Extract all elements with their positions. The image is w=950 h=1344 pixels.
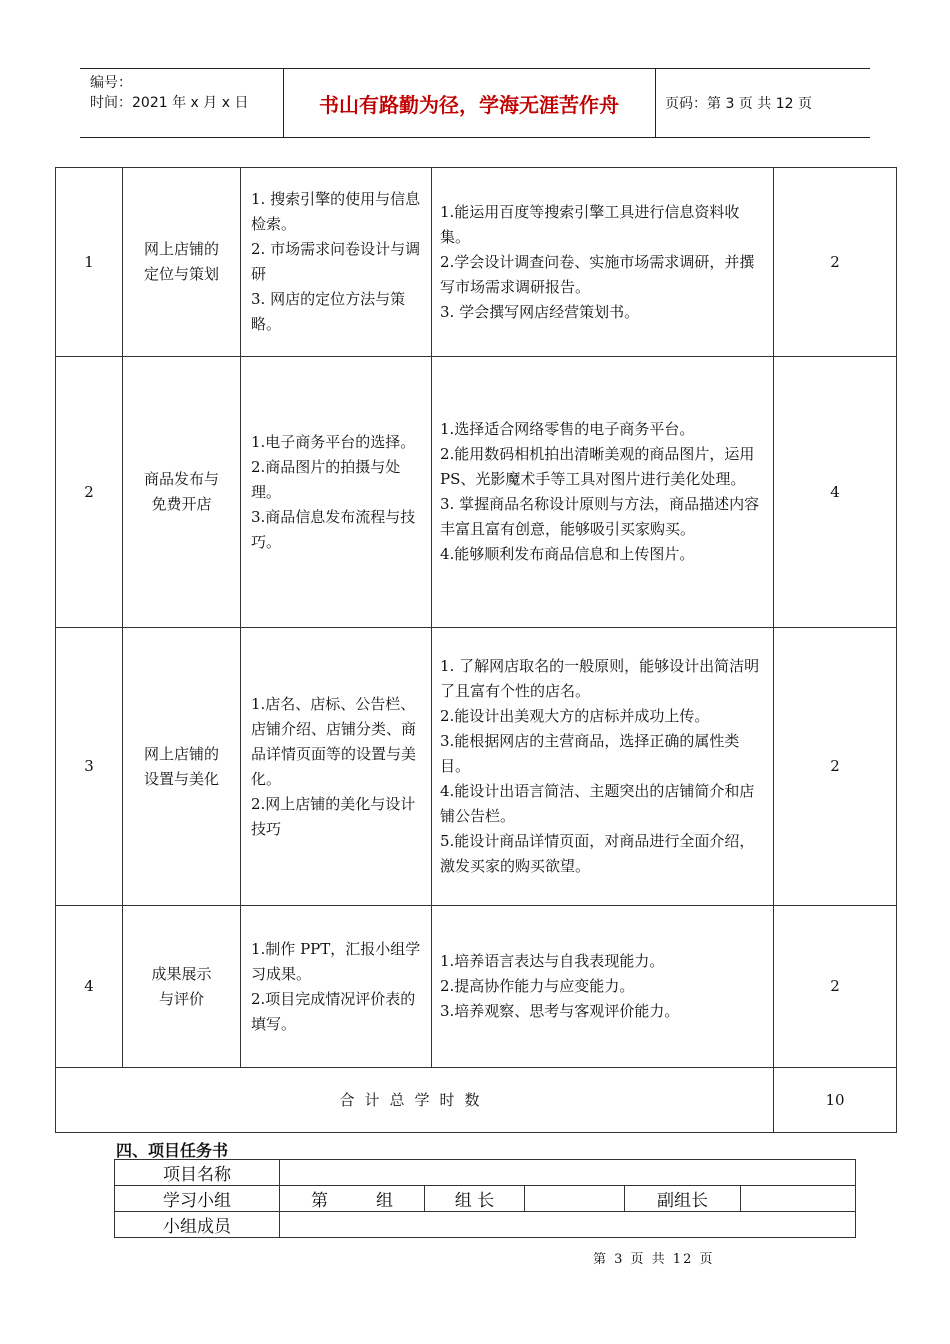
header-page-number: 页码：第 3 页 共 12 页 [665, 96, 812, 112]
task-row-project [115, 1160, 856, 1186]
learning-results-line: 2.提高协作能力与应变能力。 [440, 977, 635, 995]
module-hours: 2 [774, 906, 897, 1068]
module-content-line: 2. 市场需求问卷设计与调研 [251, 240, 421, 283]
leader-field[interactable] [525, 1186, 625, 1212]
project-module-name-line: 设置与美化 [143, 769, 219, 788]
project-module-name-line: 免费开店 [151, 495, 212, 513]
course-table [55, 167, 897, 1133]
learning-results-line: 3. 掌握商品名称设计原则与方法，商品描述内容丰富且富有创意，能够吸引买家购买。 [440, 495, 760, 538]
learning-results-line: 2.能设计出美观大方的店标并成功上传。 [440, 707, 710, 725]
group-no-prefix: 第 [311, 1191, 328, 1211]
course-row [56, 628, 897, 906]
header-meta [90, 73, 248, 113]
header-motto: 书山有路勤为径，学海无涯苦作舟 [319, 92, 619, 117]
leader-label: 组 长 [425, 1186, 525, 1212]
module-content-line: 2.项目完成情况评价表的填写。 [251, 989, 416, 1033]
project-module-name-line: 成果展示 [151, 964, 212, 983]
time-label: 时间：2021 年 x 月 x 日 [90, 95, 249, 111]
learning-results-line: 3.能根据网店的主营商品，选择正确的属性类目。 [440, 732, 740, 775]
code-label: 编号： [90, 75, 132, 91]
module-content [241, 906, 432, 1068]
learning-results [432, 357, 774, 628]
project-module-name [123, 357, 241, 628]
project-name-label: 项目名称 [115, 1160, 280, 1186]
module-hours: 2 [774, 168, 897, 357]
module-content-line: 2.网上店铺的美化与设计技巧 [251, 794, 416, 838]
project-name-field[interactable] [280, 1160, 856, 1186]
learning-results-line: 2.学会设计调查问卷、实施市场需求调研，并撰写市场需求调研报告。 [440, 252, 755, 296]
module-content-line: 1.电子商务平台的选择。 [251, 432, 416, 451]
group-number-cell[interactable] [280, 1186, 425, 1212]
learning-results-line: 1.选择适合网络零售的电子商务平台。 [440, 420, 695, 438]
project-module-name [123, 628, 241, 906]
course-row [56, 357, 897, 628]
project-module-name [123, 906, 241, 1068]
course-row [56, 906, 897, 1068]
row-number: 1 [56, 168, 123, 357]
total-row [56, 1068, 897, 1133]
learning-results-line: 3.培养观察、思考与客观评价能力。 [440, 1002, 680, 1020]
members-label: 小组成员 [115, 1212, 280, 1238]
row-number: 2 [56, 357, 123, 628]
module-content-line: 1.制作 PPT，汇报小组学习成果。 [251, 939, 421, 983]
total-label: 合计总学时数 [56, 1068, 774, 1133]
learning-results-line: 4.能够顺利发布商品信息和上传图片。 [440, 545, 695, 563]
module-content-line: 1.店名、店标、公告栏、店铺介绍、店铺分类、商品详情页面等的设置与美化。 [251, 694, 417, 788]
module-content [241, 357, 432, 628]
project-module-name-line: 与评价 [158, 989, 204, 1008]
module-content-line: 3.商品信息发布流程与技巧。 [251, 507, 416, 551]
learning-results [432, 906, 774, 1068]
learning-results [432, 168, 774, 357]
project-module-name-line: 网上店铺的 [143, 744, 219, 763]
module-hours: 4 [774, 357, 897, 628]
task-row-members [115, 1212, 856, 1238]
learning-results-line: 1. 了解网店取名的一般原则，能够设计出简洁明了且富有个性的店名。 [440, 657, 760, 700]
project-module-name-line: 网上店铺的 [143, 240, 219, 258]
learning-results-line: 5.能设计商品详情页面，对商品进行全面介绍，激发买家的购买欲望。 [440, 832, 755, 875]
learning-results-line: 3. 学会撰写网店经营策划书。 [440, 302, 640, 321]
course-row [56, 168, 897, 357]
learning-results-line: 1.能运用百度等搜索引擎工具进行信息资料收集。 [440, 202, 740, 246]
module-content-line: 2.商品图片的拍摄与处理。 [251, 457, 401, 501]
header-divider [655, 69, 656, 137]
learning-results [432, 628, 774, 906]
page-footer: 第 3 页 共 12 页 [593, 1252, 715, 1267]
learning-results-line: 1.培养语言表达与自我表现能力。 [440, 952, 665, 970]
module-content-line: 1. 搜索引擎的使用与信息检索。 [251, 190, 421, 233]
row-number: 3 [56, 628, 123, 906]
module-content-line: 3. 网店的定位方法与策略。 [251, 290, 406, 333]
task-row-group [115, 1186, 856, 1212]
learning-results-line: 4.能设计出语言简洁、主题突出的店铺简介和店铺公告栏。 [440, 782, 755, 825]
module-content [241, 168, 432, 357]
page-header [80, 68, 870, 138]
module-hours: 2 [774, 628, 897, 906]
row-number: 4 [56, 906, 123, 1068]
project-module-name-line: 商品发布与 [143, 470, 219, 488]
task-table [114, 1159, 856, 1238]
learning-results-line: 2.能用数码相机拍出清晰美观的商品图片，运用 PS、光影魔术手等工具对图片进行美化处理。 [440, 445, 755, 488]
deputy-field[interactable] [741, 1186, 856, 1212]
total-hours: 10 [774, 1068, 897, 1133]
module-content [241, 628, 432, 906]
members-field[interactable] [280, 1212, 856, 1238]
group-label: 学习小组 [115, 1186, 280, 1212]
project-module-name-line: 定位与策划 [143, 265, 219, 283]
project-module-name [123, 168, 241, 357]
group-no-suffix: 组 [376, 1191, 393, 1211]
section-title: 四、项目任务书 [116, 1141, 229, 1160]
deputy-label: 副组长 [625, 1186, 741, 1212]
